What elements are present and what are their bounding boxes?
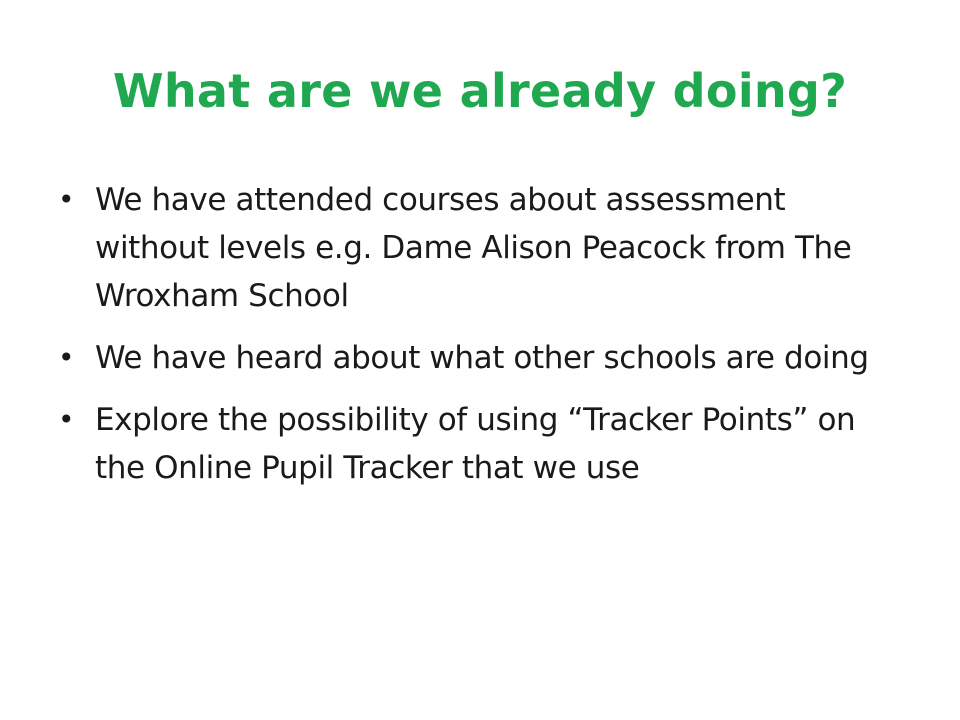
- bullet-text: Explore the possibility of using “Tracker Points” on the Online Pupil Tracker that we use: [95, 402, 856, 486]
- bullet-item: [58, 176, 898, 320]
- bullet-icon: •: [58, 183, 75, 216]
- bullet-item: [58, 396, 898, 492]
- bullet-icon: •: [58, 341, 75, 374]
- bullet-text: We have heard about what other schools are doing: [95, 340, 869, 376]
- bullet-item: [58, 334, 898, 382]
- bullet-icon: •: [58, 403, 75, 436]
- bullet-text: We have attended courses about assessment without levels e.g. Dame Alison Peacock from The Wroxham School: [95, 182, 852, 314]
- bullet-list: [58, 176, 898, 506]
- slide-title: What are we already doing?: [112, 64, 848, 118]
